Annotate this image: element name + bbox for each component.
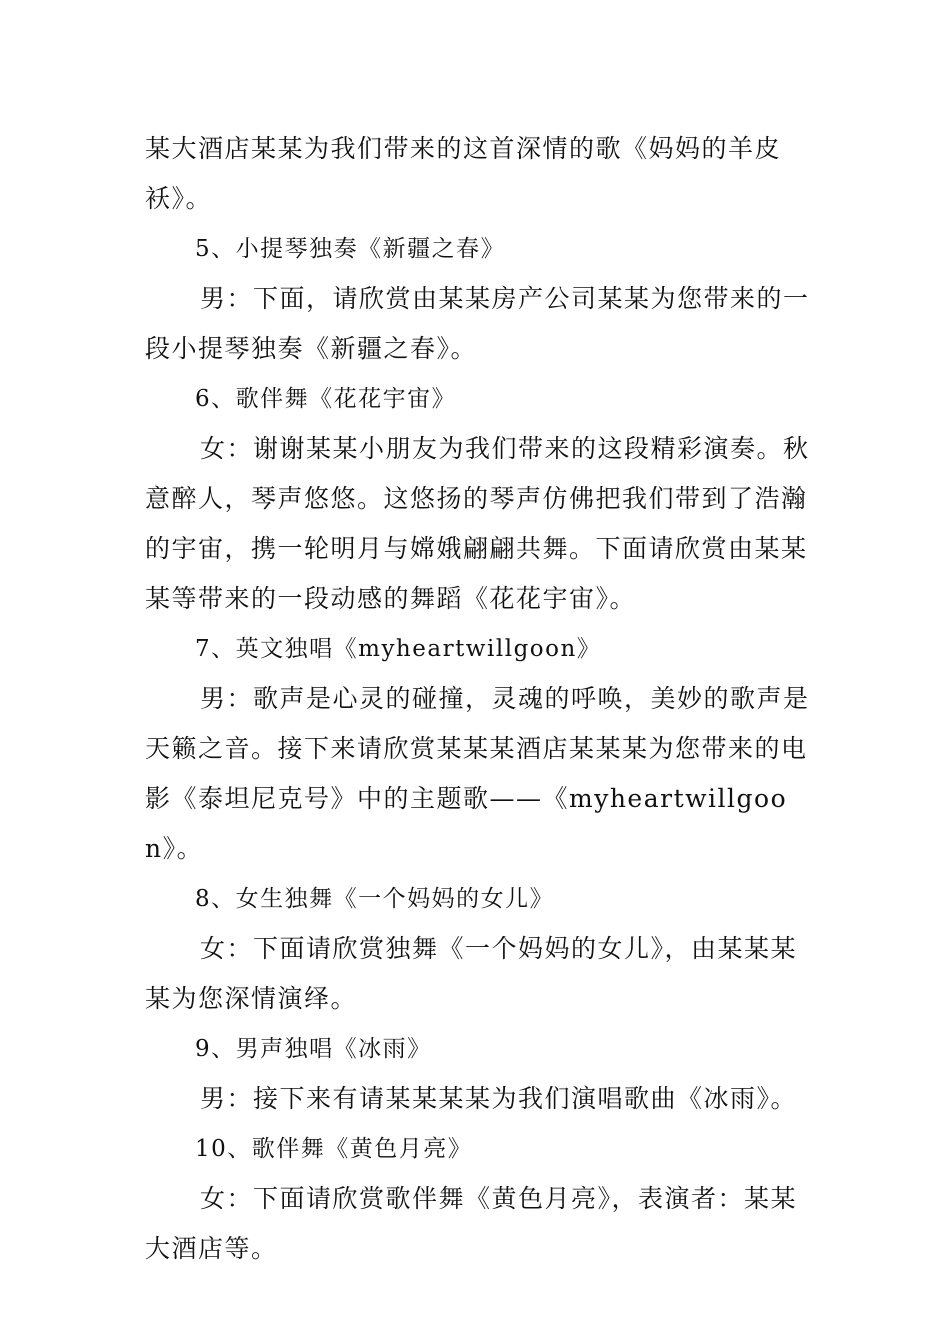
program-item-8-heading: 8、女生独舞《一个妈妈的女儿》: [195, 886, 555, 912]
host-line-female-3: 女：下面请欣赏歌伴舞《黄色月亮》，表演者：某某大酒店等。: [145, 1184, 798, 1263]
program-item-9-heading: 9、男声独唱《冰雨》: [195, 1036, 432, 1062]
host-line-female-2: 女：下面请欣赏独舞《一个妈妈的女儿》，由某某某某为您深情演绎。: [145, 934, 798, 1013]
host-line-female-1: 女：谢谢某某小朋友为我们带来的这段精彩演奏。秋意醉人，琴声悠悠。这悠扬的琴声仿佛把我们带到了浩瀚的宇宙，携一轮明月与嫦娥翩翩共舞。下面请欣赏由某某某等带来的一段动感的舞蹈《花花宇宙》。: [145, 434, 810, 613]
host-line-male-3: 男：接下来有请某某某某为我们演唱歌曲《冰雨》。: [200, 1084, 798, 1113]
program-item-7-heading: 7、英文独唱《myheartwillgoon》: [195, 636, 602, 662]
paragraph-continued: 某大酒店某某为我们带来的这首深情的歌《妈妈的羊皮袄》。: [145, 134, 782, 213]
document-body: [145, 124, 810, 1274]
program-item-6-heading: 6、歌伴舞《花花宇宙》: [195, 386, 457, 412]
host-line-male-1: 男：下面，请欣赏由某某房产公司某某为您带来的一段小提琴独奏《新疆之春》。: [145, 284, 810, 363]
program-item-10-heading: 10、歌伴舞《黄色月亮》: [195, 1136, 473, 1162]
program-item-5-heading: 5、小提琴独奏《新疆之春》: [195, 236, 506, 262]
host-line-male-2: 男：歌声是心灵的碰撞，灵魂的呼唤，美妙的歌声是天籁之音。接下来请欣赏某某某酒店某某某为您带来的电影《泰坦尼克号》中的主题歌——《myheartwillgoon》。: [145, 684, 810, 863]
